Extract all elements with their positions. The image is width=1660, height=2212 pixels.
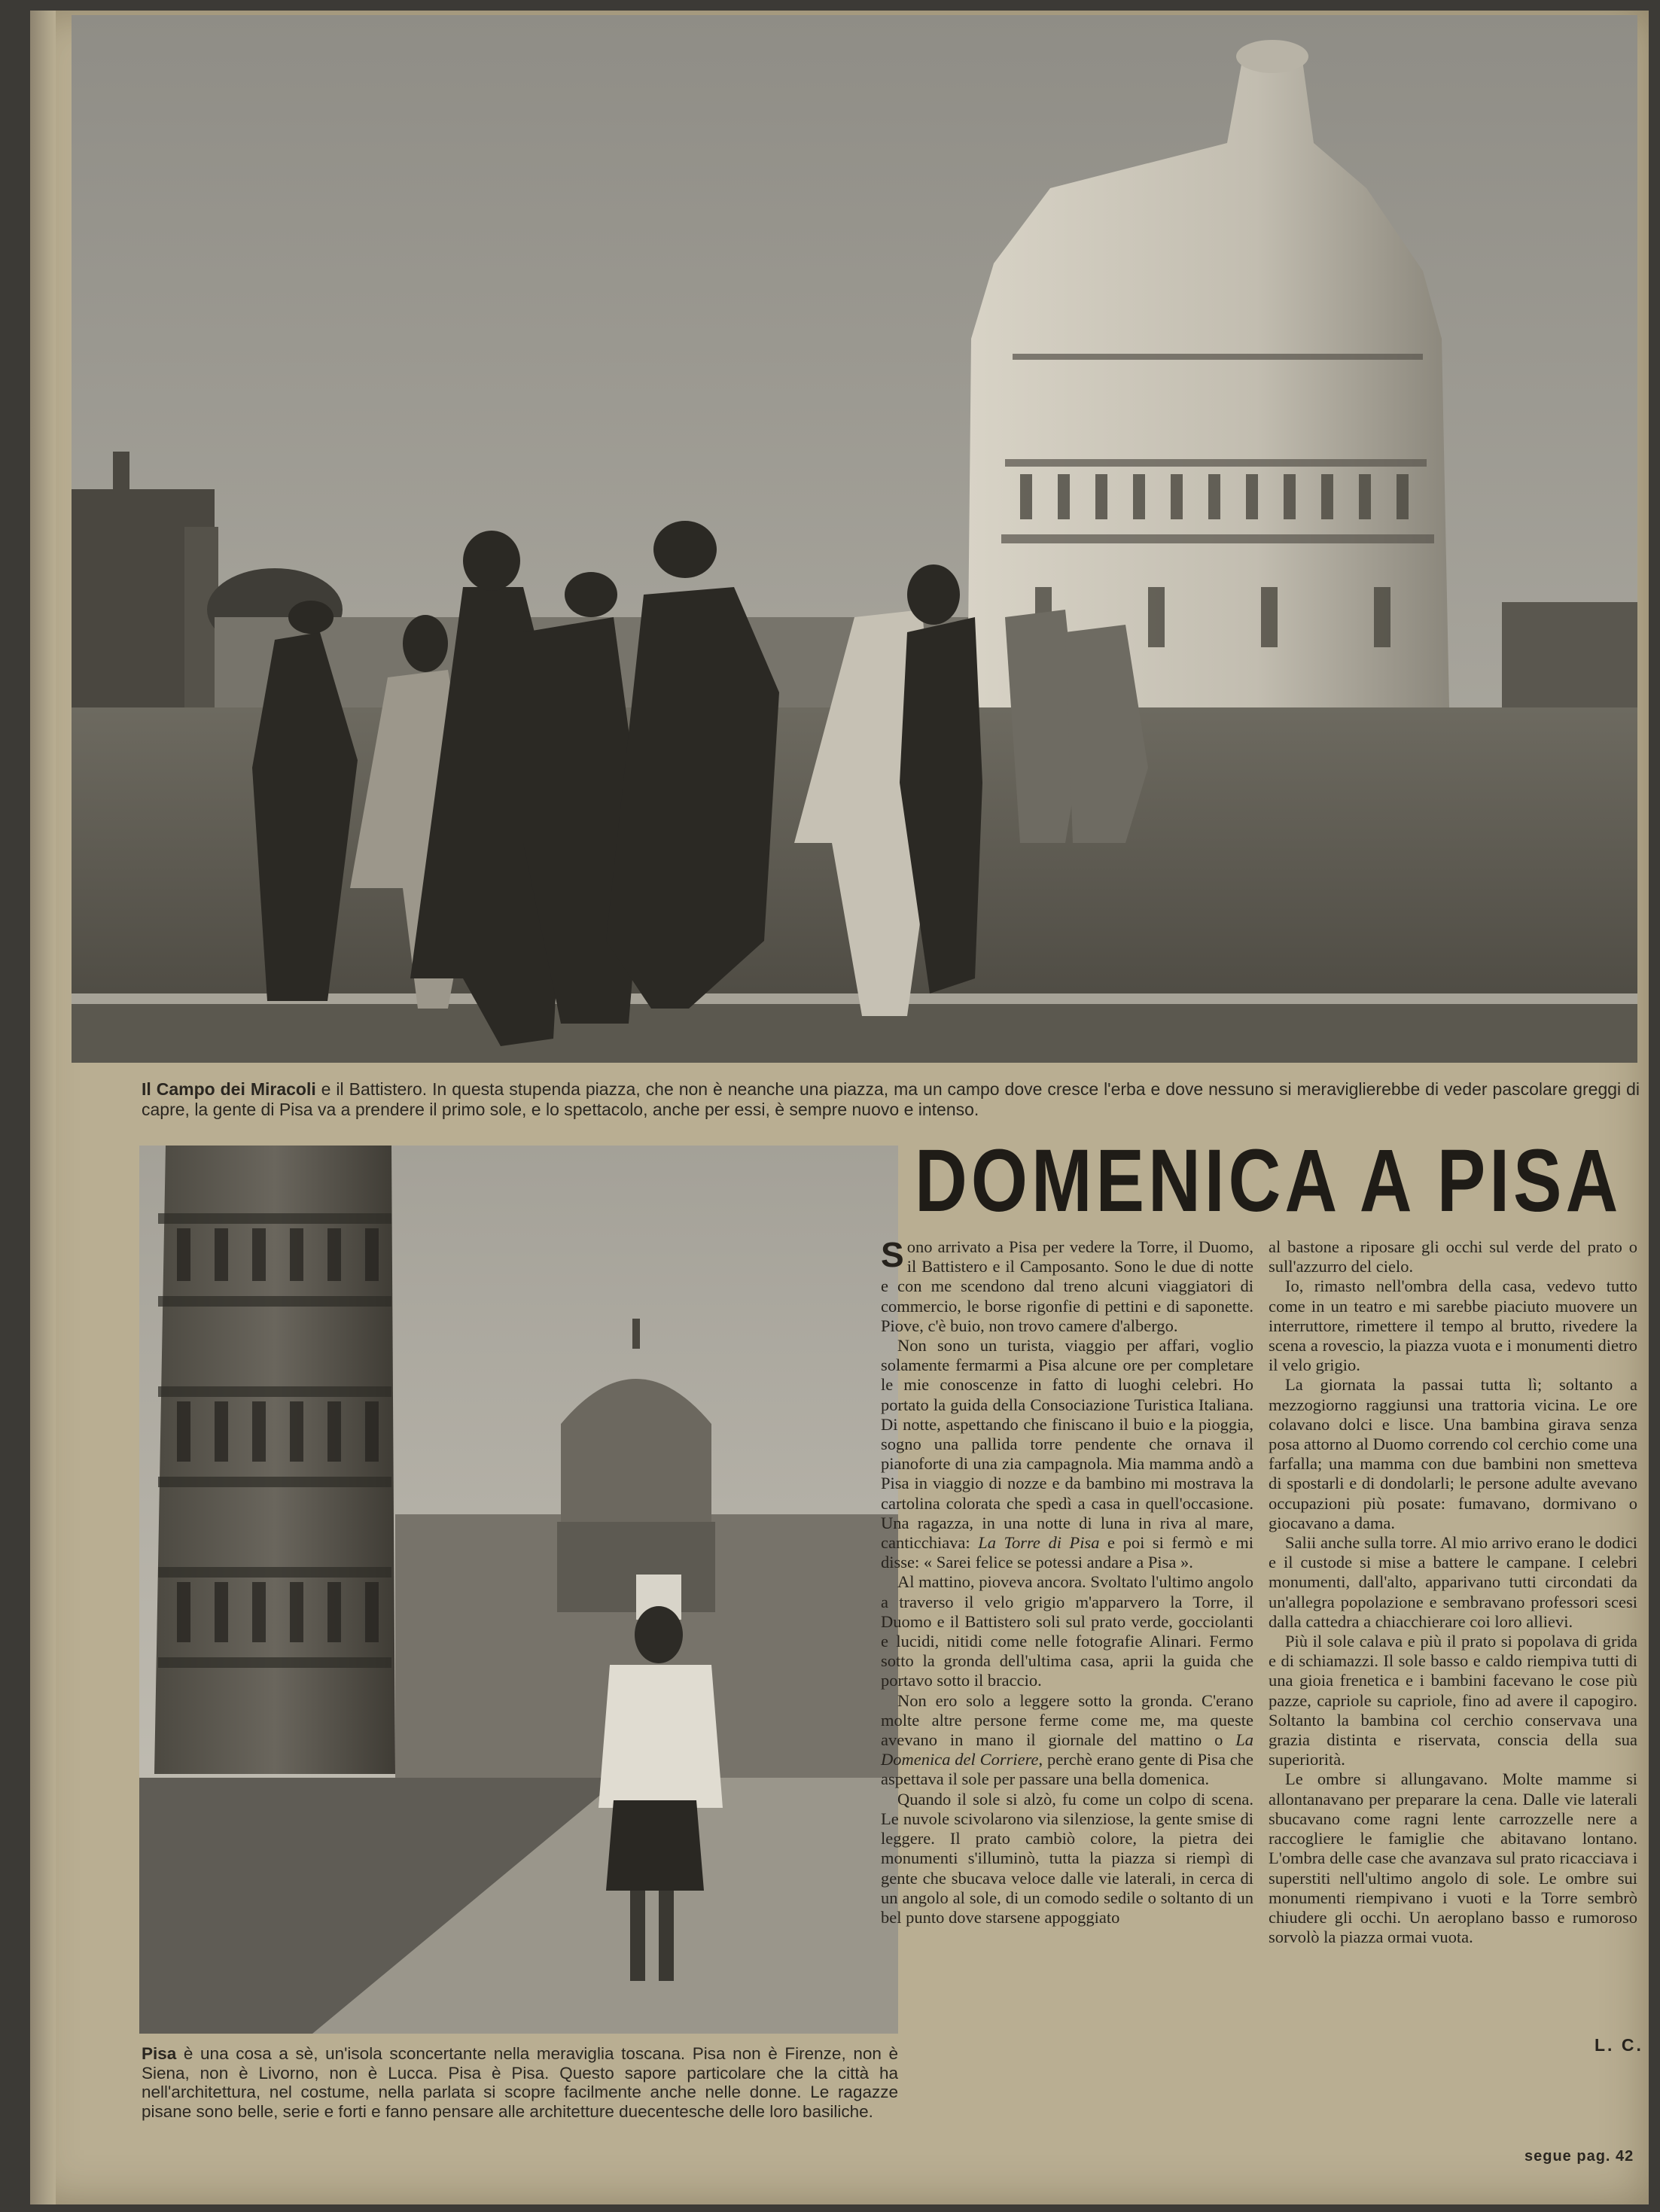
paragraph-text: Non ero solo a leggere sotto la gronda. C'erano molte altre persone ferme come me, ma queste avevano in mano il giornale del mattino o <box>881 1690 1253 1750</box>
article-paragraph <box>881 1691 1253 1790</box>
paragraph-text: Non sono un turista, viaggio per affari, voglio solamente fermarmi a Pisa alcune ore per completare le mie conoscenze in fatto di luoghi celebri. Ho portato la guida della Consociazione Turistica Italiana. Di notte, aspettando che finiscano il buio e la pioggia, sogno una pallida torre pendente che ornava il pianoforte di una zia campagnola. Mia mamma andò a Pisa in viaggio di nozze e da bambino mi mostrava la cartolina colorata che spedì a casa in quell'occasione. Una ragazza, in una notte di luna in riva al mare, canticchiava: <box>881 1336 1253 1553</box>
photo-campo-dei-miracoli <box>72 15 1637 1063</box>
dropcap: S <box>881 1235 904 1274</box>
article-paragraph: Salii anche sulla torre. Al mio arrivo erano le dodici e il custode si mise a battere le campane. I celebri monumenti, dall'alto, apparivano tutti circondati da un'allegra popolazione e sembravano professori scesi dalla cattedra a chiacchierare coi loro allievi. <box>1269 1533 1637 1631</box>
top-photo-caption <box>142 1079 1640 1120</box>
paragraph-text: Quando il sole si alzò, fu come un colpo di scena. Le nuvole scivolarono via silenziose, la gente smise di leggere. Il prato cambiò colore, la pietra dei monumenti s'illuminò, tutta la piazza si riempì di gente che sbucava veloce dalle vie laterali, in cerca di un angolo al sole, di un comodo sedile o soltanto di un bel punto dove starsene appoggiato <box>881 1789 1253 1927</box>
article-paragraph: Più il sole calava e più il prato si popolava di grida e di schiamazzi. Il sole basso e caldo riempiva tutti di una gioia frenetica e i bambini facevano le cose più pazze, capriole su capriole, fino ad avere il capogiro. Soltanto la bambina col cerchio conservava una grazia distinta e riservata, conscia della sua superiorità. <box>1269 1632 1637 1769</box>
photo-pisa-woman <box>139 1146 898 2034</box>
page-binding-edge <box>30 11 56 2204</box>
paragraph-text: , perchè erano gente di Pisa che aspettava il sole per passare una bella domenica. <box>881 1750 1253 1789</box>
paragraph-text: ono arrivato a Pisa per vedere la Torre, il Duomo, il Battistero e il Camposanto. Sono le due di notte e con me scendono dal treno alcuni viaggiatori di commercio, le borse rigonfie di pettini e di saponette. Piove, c'è buio, non trovo camere d'albergo. <box>881 1237 1253 1335</box>
article-paragraph <box>881 1336 1253 1572</box>
bottom-photo-caption <box>142 2044 898 2121</box>
paragraph-text: Al mattino, pioveva ancora. Svoltato l'ultimo angolo a traverso il velo grigio m'apparvero la Torre, il Duomo e il Battistero soli sul prato verde, gocciolanti e lucidi, nitidi come nelle fotografie Alinari. Fermo sotto la gronda dell'ultima casa, aprii la guida che portavo sotto il braccio. <box>881 1572 1253 1690</box>
song-title: La Torre di Pisa <box>978 1533 1100 1553</box>
article-paragraph: La giornata la passai tutta lì; soltanto a mezzogiorno raggiunsi una trattoria vicina. Le ore colavano dolci e lisce. Una bambina girava senza posa attorno al Duomo correndo col cerchio come una farfalla; una mamma con due bambini non smetteva di spostarli e di dondolarli; le persone adulte avevano occupazioni più posate: fumavano, dormivano o giocavano a dama. <box>1269 1375 1637 1532</box>
bottom-caption-lead: Pisa <box>142 2044 177 2063</box>
article-column-2 <box>1269 1237 1637 1947</box>
article-paragraph: Le ombre si allungavano. Molte mamme si allontanavano per preparare la cena. Dalle vie laterali sbucavano come ragni lente carrozzelle nere a raccogliere le famiglie che abitavano lontano. L'ombra delle case che avanzava sul prato ricacciava i superstiti nell'ultimo angolo di sole. Le ombre sui monumenti riempivano i vuoti e la Torre sembrò chiudere gli occhi. Un aeroplano basso e rumoroso sorvolò la piazza ormai vuota. <box>1269 1769 1637 1947</box>
article-paragraph <box>881 1790 1253 1928</box>
article-paragraph: Io, rimasto nell'ombra della casa, vedevo tutto come in un teatro e mi sarebbe piaciuto muovere un interruttore, rimettere il tempo al brutto, rivedere la scena a rovescio, la piazza vuota e i monumenti dietro il velo grigio. <box>1269 1276 1637 1375</box>
top-caption-lead: Il Campo dei Miracoli <box>142 1079 316 1099</box>
article-signature: L. C. <box>1595 2035 1643 2055</box>
article-headline: DOMENICA A PISA <box>915 1131 1622 1231</box>
magazine-page <box>30 11 1649 2204</box>
article-paragraph: al bastone a riposare gli occhi sul verde del prato o sull'azzurro del cielo. <box>1269 1237 1637 1276</box>
paragraph-text: e poi si fermò e mi disse: « Sarei felice se potessi andare a Pisa ». <box>881 1533 1253 1572</box>
page-number-bottom: segue pag. 42 <box>1524 2148 1634 2165</box>
article-paragraph <box>881 1572 1253 1690</box>
top-caption-text: e il Battistero. In questa stupenda piazza, che non è neanche una piazza, ma un campo dove cresce l'erba e dove nessuno si meraviglierebbe di veder pascolare greggi di capre, la gente di Pisa va a prendere il primo sole, e lo spettacolo, anche per essi, è sempre nuovo e intenso. <box>142 1079 1640 1119</box>
article-column-1 <box>881 1237 1253 1928</box>
bottom-caption-text: è una cosa a sè, un'isola sconcertante nella meraviglia toscana. Pisa non è Firenze, non è Siena, non è Livorno, non è Lucca. Pisa è Pisa. Questo sapore particolare che la città ha nell'architettura, nel costume, nella parlata si scopre facilmente anche nelle donne. Le ragazze pisane sono belle, serie e forti e fanno pensare alle architetture duecentesche delle loro basiliche. <box>142 2044 898 2121</box>
article-paragraph <box>881 1237 1253 1336</box>
newspaper-title: La Domenica del Corriere <box>881 1730 1253 1769</box>
